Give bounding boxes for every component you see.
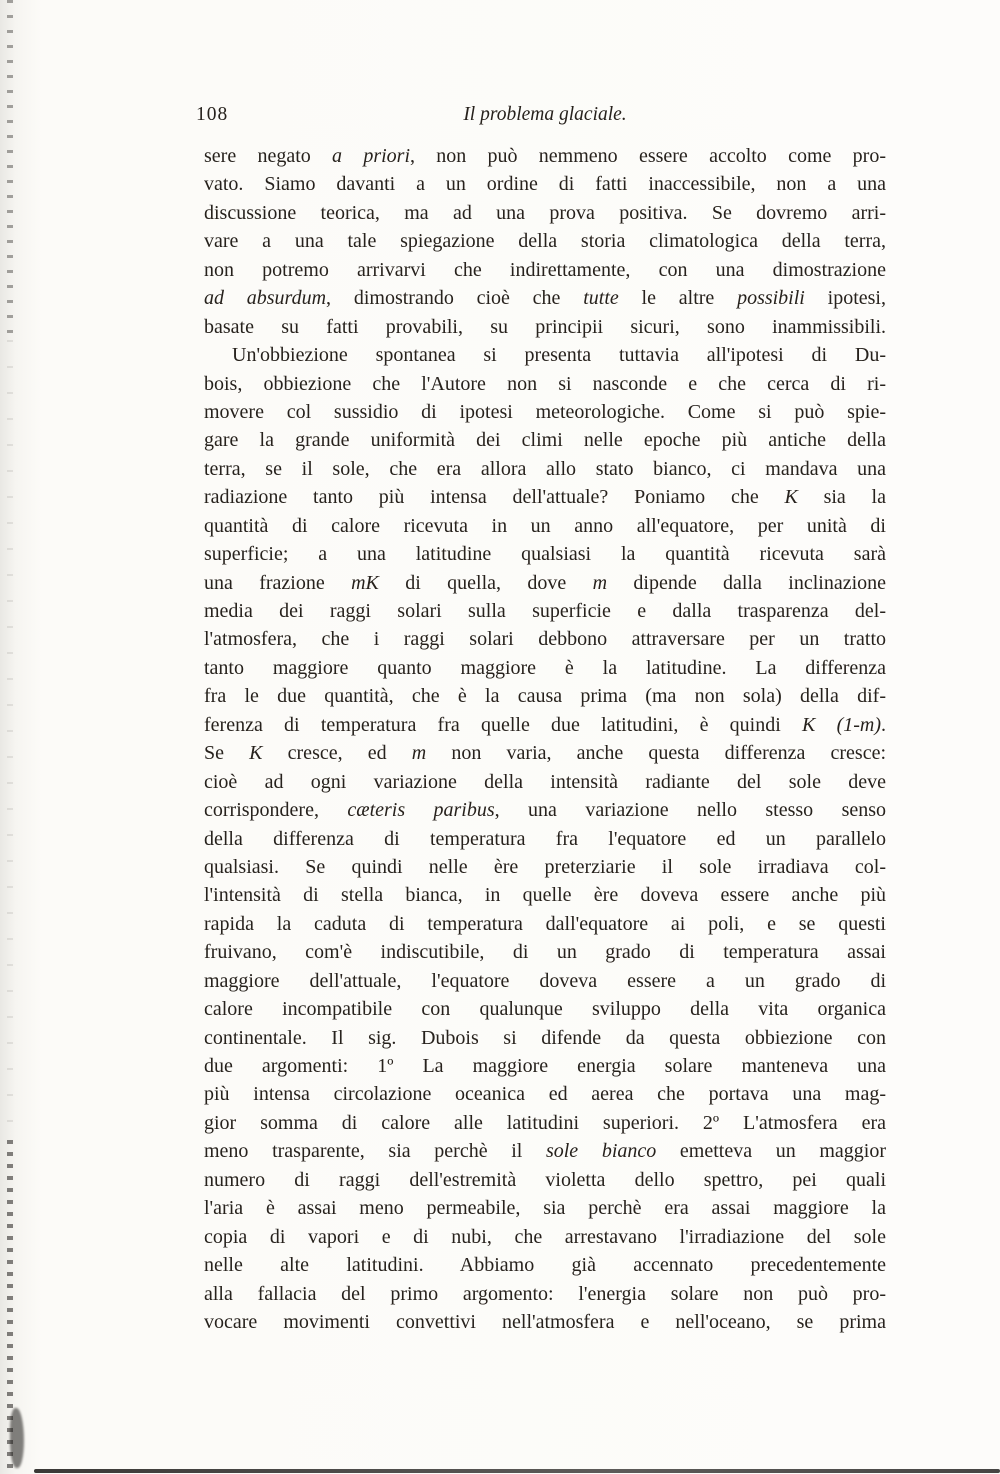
- text-line: quantità di calore ricevuta in un anno all'equatore, per unità di: [204, 514, 886, 537]
- text-line: tanto maggiore quanto maggiore è la latitudine. La differenza: [204, 656, 886, 679]
- text-line: ferenza di temperatura fra quelle due latitudini, è quindi K (1-m).: [204, 713, 886, 736]
- text-line: continentale. Il sig. Dubois si difende da questa obbiezione con: [204, 1026, 886, 1049]
- text-line: cioè ad ogni variazione della intensità radiante del sole deve: [204, 770, 886, 793]
- text-line: superficie; a una latitudine qualsiasi la quantità ricevuta sarà: [204, 543, 886, 566]
- text-line: nelle alte latitudini. Abbiamo già accennato precedentemente: [204, 1254, 886, 1277]
- text-line: calore incompatibile con qualunque sviluppo della vita organica: [204, 998, 886, 1021]
- page-header: [196, 101, 886, 129]
- text-line: l'aria è assai meno permeabile, sia perchè era assai maggiore la: [204, 1197, 886, 1220]
- text-line: radiazione tanto più intensa dell'attuale? Poniamo che K sia la: [204, 486, 886, 509]
- text-line: vocare movimenti convettivi nell'atmosfera e nell'oceano, se prima: [204, 1310, 886, 1333]
- text-line: gior somma di calore alle latitudini superiori. 2º L'atmosfera era: [204, 1111, 886, 1134]
- text-line: Un'obbiezione spontanea si presenta tuttavia all'ipotesi di Du-: [232, 344, 886, 367]
- scan-artifact-bottom-edge: [34, 1469, 1000, 1473]
- page-number: 108: [196, 104, 229, 125]
- text-line: alla fallacia del primo argomento: l'energia solare non può pro-: [204, 1282, 886, 1305]
- text-line: terra, se il sole, che era allora allo stato bianco, ci mandava una: [204, 457, 886, 480]
- scan-artifact-corner-smudge: [10, 1408, 24, 1468]
- text-line: ad absurdum, dimostrando cioè che tutte le altre possibili ipotesi,: [204, 287, 886, 310]
- text-line: l'atmosfera, che i raggi solari debbono attraversare per un tratto: [204, 628, 886, 651]
- text-line: sere negato a priori, non può nemmeno essere accolto come pro-: [204, 145, 886, 167]
- text-line: numero di raggi dell'estremità violetta dello spettro, pei quali: [204, 1168, 886, 1191]
- body-text-block: [204, 142, 886, 1336]
- text-line: fruivano, com'è indiscutibile, di un grado di temperatura assai: [204, 941, 886, 964]
- text-line: vare a una tale spiegazione della storia climatologica della terra,: [204, 230, 886, 253]
- scan-artifact-left-edge-bottom: [7, 1140, 13, 1474]
- text-line: maggiore dell'attuale, l'equatore doveva essere a un grado di: [204, 969, 886, 992]
- text-line: della differenza di temperatura fra l'equatore ed un parallelo: [204, 827, 886, 850]
- text-line: vato. Siamo davanti a un ordine di fatti inaccessibile, non a una: [204, 173, 886, 196]
- text-line: rapida la caduta di temperatura dall'equatore ai poli, e se questi: [204, 912, 886, 935]
- text-line: più intensa circolazione oceanica ed aerea che portava una mag-: [204, 1083, 886, 1106]
- text-line: basate su fatti provabili, su principii sicuri, sono inammissibili.: [204, 315, 886, 338]
- text-line: discussione teorica, ma ad una prova positiva. Se dovremo arri-: [204, 201, 886, 224]
- text-line: meno trasparente, sia perchè il sole bianco emetteva un maggior: [204, 1140, 886, 1163]
- text-line: copia di vapori e di nubi, che arrestavano l'irradiazione del sole: [204, 1225, 886, 1248]
- text-line: due argomenti: 1º La maggiore energia solare manteneva una: [204, 1055, 886, 1077]
- scan-artifact-left-edge-middle: [7, 340, 13, 1140]
- text-line: movere col sussidio di ipotesi meteorologiche. Come si può spie-: [204, 400, 886, 423]
- text-line: fra le due quantità, che è la causa prima (ma non sola) della dif-: [204, 685, 886, 708]
- running-title: Il problema glaciale.: [463, 104, 627, 125]
- text-line: Se K cresce, ed m non varia, anche questa differenza cresce:: [204, 742, 886, 765]
- text-line: corrispondere, cæteris paribus, una variazione nello stesso senso: [204, 799, 886, 822]
- text-line: l'intensità di stella bianca, in quelle ère doveva essere anche più: [204, 884, 886, 907]
- text-line: una frazione mK di quella, dove m dipende dalla inclinazione: [204, 571, 886, 594]
- text-line: non potremo arrivarvi che indirettamente, con una dimostrazione: [204, 258, 886, 281]
- scan-artifact-left-edge-top: [7, 0, 13, 340]
- text-line: qualsiasi. Se quindi nelle ère preterziarie il sole irradiava col-: [204, 855, 886, 878]
- text-line: media dei raggi solari sulla superficie e dalla trasparenza del-: [204, 600, 886, 622]
- text-line: bois, obbiezione che l'Autore non si nasconde e che cerca di ri-: [204, 372, 886, 395]
- text-line: gare la grande uniformità dei climi nelle epoche più antiche della: [204, 429, 886, 452]
